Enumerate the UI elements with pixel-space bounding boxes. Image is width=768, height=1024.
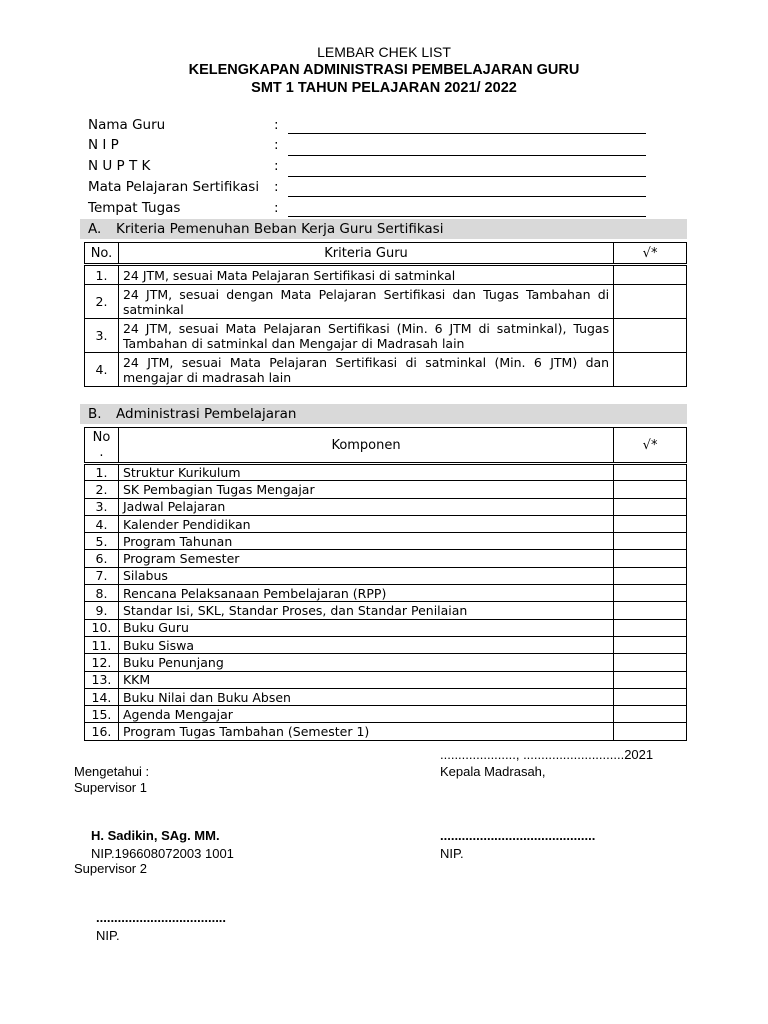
doc-title-line1: LEMBAR CHEK LIST <box>317 44 451 60</box>
nuptk-field[interactable] <box>288 176 646 177</box>
check-cell[interactable] <box>614 654 687 671</box>
row-text: Buku Penunjang <box>118 654 613 671</box>
table-row <box>85 688 687 705</box>
row-text: Kalender Pendidikan <box>118 515 613 532</box>
table-row <box>85 602 687 619</box>
col-header-no: No. <box>85 243 119 265</box>
check-cell[interactable] <box>614 636 687 653</box>
mata-pelajaran-field[interactable] <box>288 196 646 197</box>
check-cell[interactable] <box>614 481 687 498</box>
row-no: 10. <box>85 619 119 636</box>
row-no: 2. <box>85 285 119 319</box>
row-text: Rencana Pelaksanaan Pembelajaran (RPP) <box>118 585 613 602</box>
doc-title-line2: KELENGKAPAN ADMINISTRASI PEMBELAJARAN GURU <box>188 62 580 78</box>
table-row <box>85 464 687 481</box>
row-text: Program Tahunan <box>118 533 613 550</box>
row-no: 9. <box>85 602 119 619</box>
colon: : <box>274 200 279 216</box>
section-a-letter: A. <box>88 221 102 237</box>
doc-title-line3: SMT 1 TAHUN PELAJARAN 2021/ 2022 <box>251 80 517 96</box>
row-no: 1. <box>85 464 119 481</box>
section-b-title: Administrasi Pembelajaran <box>116 406 297 422</box>
check-cell[interactable] <box>614 353 687 387</box>
check-cell[interactable] <box>614 688 687 705</box>
row-text: Program Tugas Tambahan (Semester 1) <box>118 723 613 740</box>
col-header-no: No . <box>85 428 119 464</box>
check-cell[interactable] <box>614 464 687 481</box>
check-cell[interactable] <box>614 265 687 285</box>
row-text: 24 JTM, sesuai Mata Pelajaran Sertifikasi di satminkal (Min. 6 JTM) dan mengajar di madrasah lain <box>118 353 613 387</box>
row-text: 24 JTM, sesuai dengan Mata Pelajaran Sertifikasi dan Tugas Tambahan di satminkal <box>118 285 613 319</box>
section-a-title: Kriteria Pemenuhan Beban Kerja Guru Sertifikasi <box>116 221 444 237</box>
table-row <box>85 498 687 515</box>
row-no: 15. <box>85 706 119 723</box>
table-row <box>85 585 687 602</box>
row-no: 3. <box>85 498 119 515</box>
check-cell[interactable] <box>614 671 687 688</box>
table-row <box>85 636 687 653</box>
check-cell[interactable] <box>614 567 687 584</box>
check-cell[interactable] <box>614 515 687 532</box>
check-cell[interactable] <box>614 706 687 723</box>
nip-field[interactable] <box>288 155 646 156</box>
supervisor2-signature-line: .................................... <box>96 910 227 925</box>
row-text: Buku Siswa <box>118 636 613 653</box>
check-cell[interactable] <box>614 498 687 515</box>
row-text: Struktur Kurikulum <box>118 464 613 481</box>
administration-table <box>84 427 687 741</box>
supervisor1-name: H. Sadikin, SAg. MM. <box>91 828 220 843</box>
row-no: 2. <box>85 481 119 498</box>
table-header-row <box>85 428 687 464</box>
label-nuptk: N U P T K <box>88 158 151 174</box>
col-header-check: √* <box>614 243 687 265</box>
row-text: Buku Guru <box>118 619 613 636</box>
table-row <box>85 619 687 636</box>
check-cell[interactable] <box>614 619 687 636</box>
tempat-tugas-field[interactable] <box>288 216 646 217</box>
kepala-nip: NIP. <box>440 846 464 861</box>
row-text: SK Pembagian Tugas Mengajar <box>118 481 613 498</box>
col-header-check: √* <box>614 428 687 464</box>
row-no: 13. <box>85 671 119 688</box>
section-a-header <box>80 219 687 239</box>
row-text: Standar Isi, SKL, Standar Proses, dan Standar Penilaian <box>118 602 613 619</box>
row-no: 8. <box>85 585 119 602</box>
col-header-komponen: Komponen <box>118 428 613 464</box>
row-text: Program Semester <box>118 550 613 567</box>
section-b-header <box>80 404 687 424</box>
row-no: 4. <box>85 353 119 387</box>
colon: : <box>274 137 279 153</box>
check-cell[interactable] <box>614 723 687 740</box>
criteria-table <box>84 242 687 387</box>
label-nip: N I P <box>88 137 119 153</box>
kepala-signature-line: ........................................... <box>440 828 596 843</box>
row-text: 24 JTM, sesuai Mata Pelajaran Sertifikasi (Min. 6 JTM di satminkal), Tugas Tambahan di satminkal dan Mengajar di Madrasah lain <box>118 319 613 353</box>
colon: : <box>274 117 279 133</box>
date-line: ....................., ............................2021 <box>440 747 654 762</box>
section-b-letter: B. <box>88 406 102 422</box>
colon: : <box>274 179 279 195</box>
table-row <box>85 533 687 550</box>
row-no: 14. <box>85 688 119 705</box>
label-tempat-tugas: Tempat Tugas <box>88 200 181 216</box>
row-no: 7. <box>85 567 119 584</box>
supervisor2-label: Supervisor 2 <box>74 861 147 876</box>
table-row <box>85 706 687 723</box>
kepala-madrasah-label: Kepala Madrasah, <box>440 764 546 779</box>
mengetahui-label: Mengetahui : <box>74 764 150 779</box>
row-no: 5. <box>85 533 119 550</box>
table-row <box>85 265 687 285</box>
table-header-row <box>85 243 687 265</box>
supervisor2-nip: NIP. <box>96 928 120 943</box>
check-cell[interactable] <box>614 319 687 353</box>
row-no: 16. <box>85 723 119 740</box>
row-no: 1. <box>85 265 119 285</box>
table-row <box>85 285 687 319</box>
table-row <box>85 353 687 387</box>
row-no: 6. <box>85 550 119 567</box>
table-row <box>85 515 687 532</box>
check-cell[interactable] <box>614 550 687 567</box>
row-no: 11. <box>85 636 119 653</box>
table-row <box>85 723 687 740</box>
row-text: KKM <box>118 671 613 688</box>
table-row <box>85 671 687 688</box>
table-row <box>85 567 687 584</box>
row-no: 12. <box>85 654 119 671</box>
row-text: Agenda Mengajar <box>118 706 613 723</box>
row-text: Jadwal Pelajaran <box>118 498 613 515</box>
table-row <box>85 319 687 353</box>
row-no: 3. <box>85 319 119 353</box>
table-row <box>85 654 687 671</box>
table-row <box>85 481 687 498</box>
check-cell[interactable] <box>614 602 687 619</box>
label-nama-guru: Nama Guru <box>88 117 166 133</box>
row-text: Buku Nilai dan Buku Absen <box>118 688 613 705</box>
supervisor1-label: Supervisor 1 <box>74 780 147 795</box>
row-text: 24 JTM, sesuai Mata Pelajaran Sertifikasi di satminkal <box>118 265 613 285</box>
label-mata-pelajaran: Mata Pelajaran Sertifikasi <box>88 179 260 195</box>
row-no: 4. <box>85 515 119 532</box>
check-cell[interactable] <box>614 533 687 550</box>
check-cell[interactable] <box>614 285 687 319</box>
col-header-kriteria: Kriteria Guru <box>118 243 613 265</box>
supervisor1-nip: NIP.196608072003 1001 <box>91 846 234 861</box>
check-cell[interactable] <box>614 585 687 602</box>
colon: : <box>274 158 279 174</box>
row-text: Silabus <box>118 567 613 584</box>
nama-guru-field[interactable] <box>288 133 646 134</box>
table-row <box>85 550 687 567</box>
